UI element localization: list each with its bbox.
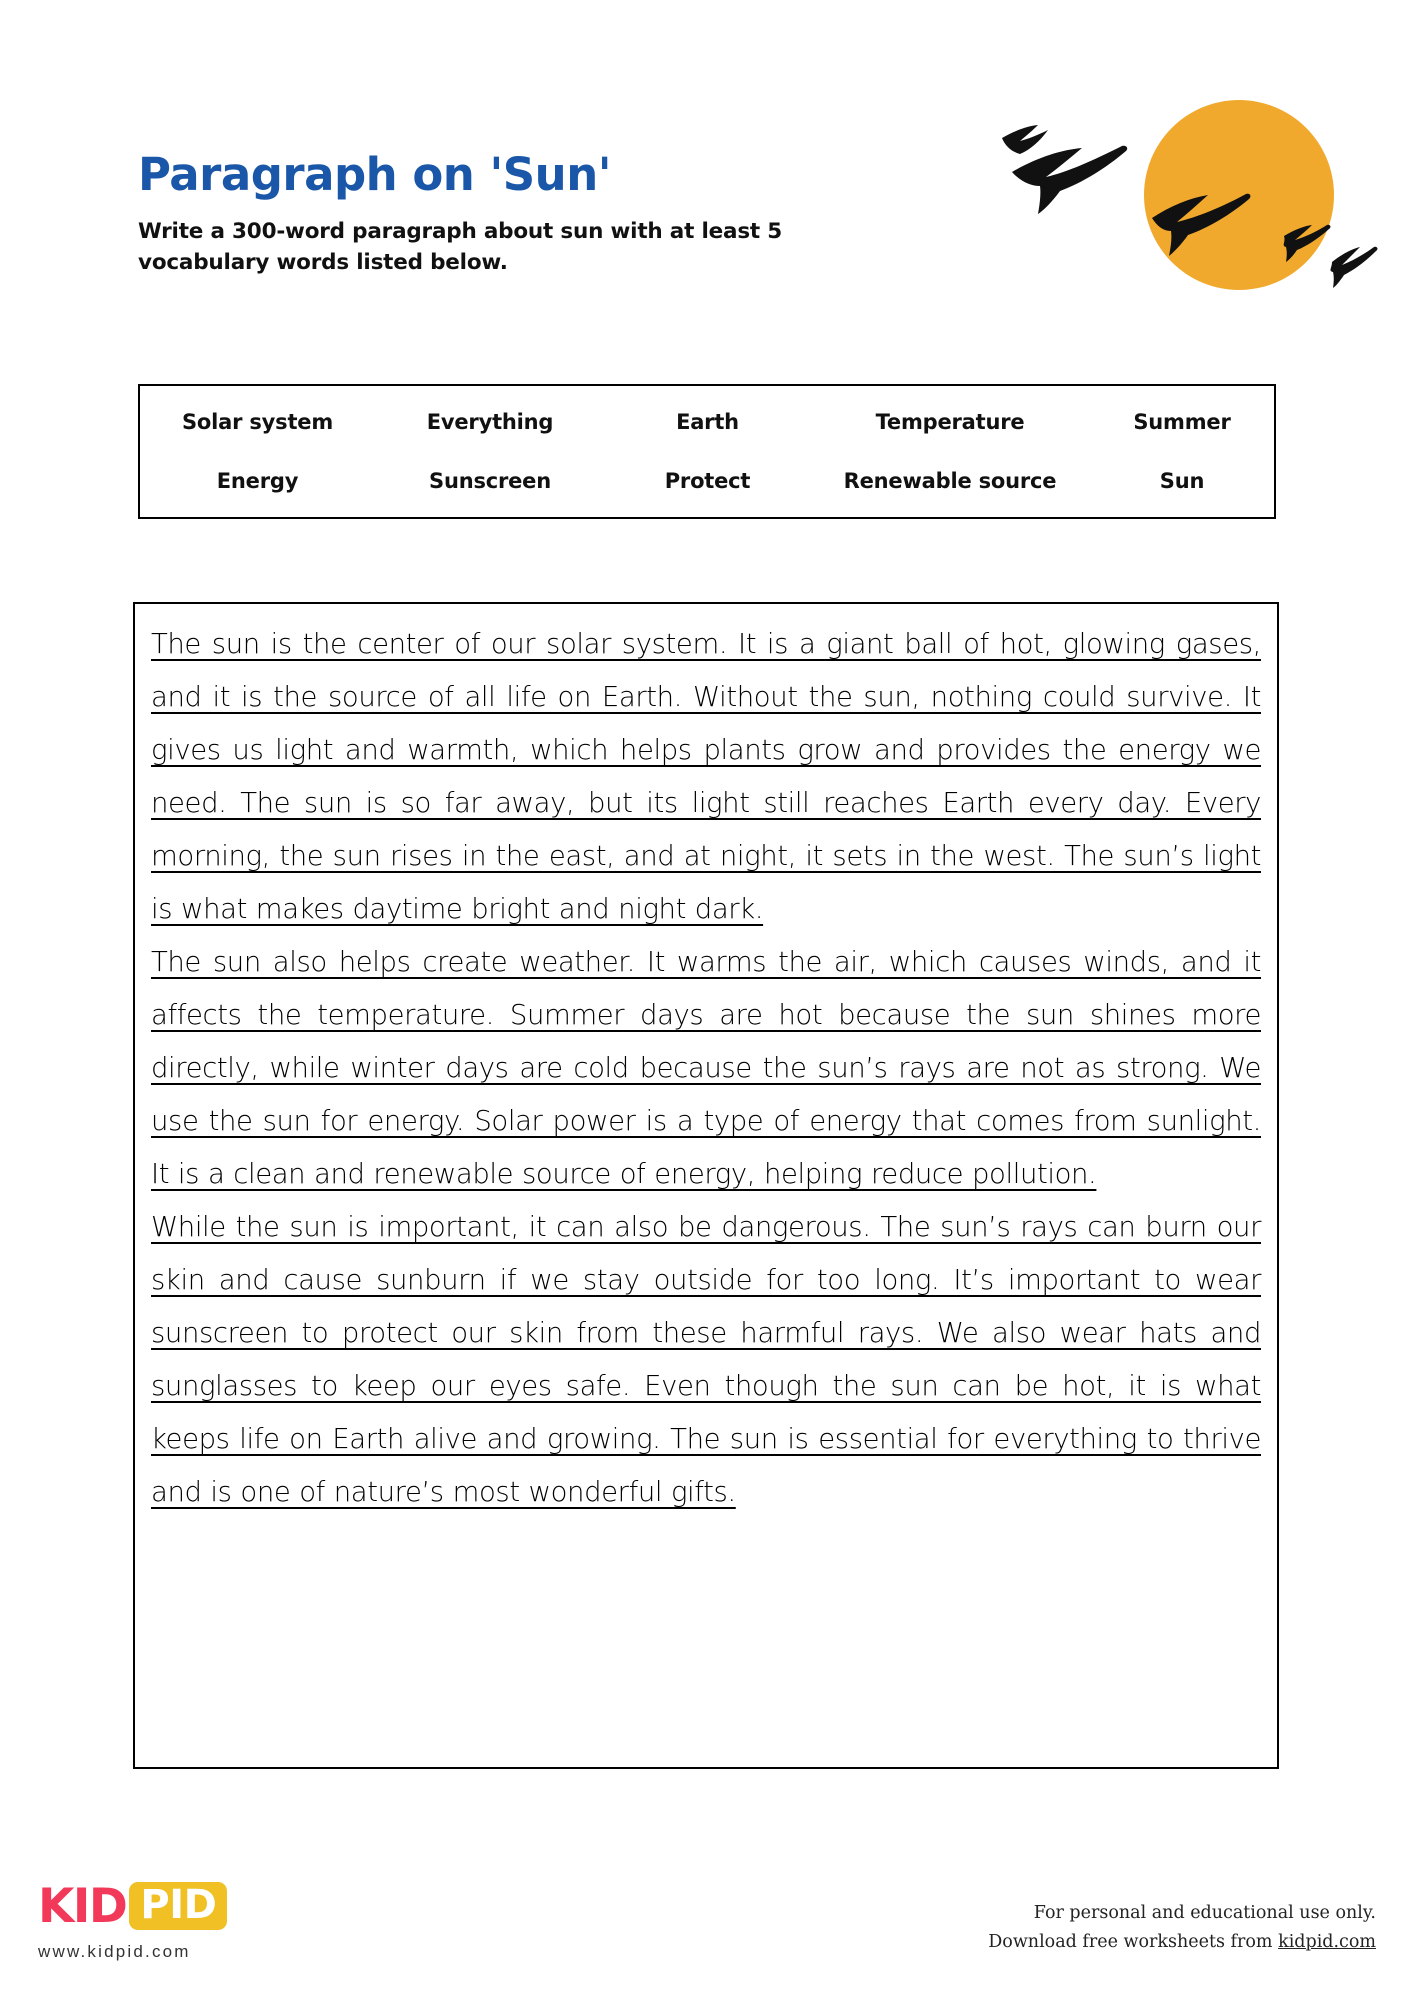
bird-icon: [1330, 247, 1377, 288]
logo-pid-badge: [129, 1882, 227, 1930]
page-title: Paragraph on 'Sun': [138, 148, 612, 201]
sun-and-birds-illustration: [994, 90, 1414, 330]
page-instructions: Write a 300-word paragraph about sun with at least 5 vocabulary words listed below.: [138, 218, 783, 275]
vocabulary-word: Sun: [1159, 469, 1205, 494]
logo-pid-text: PID: [140, 1882, 217, 1928]
footer-note-prefix: Download free worksheets from: [988, 1932, 1279, 1953]
answer-paragraph: The sun also helps create weather. It warms the air, which causes winds, and it affects the temperature. Summer days are hot because the sun shines more directly, while winter days are cold because the sun’s rays are not as strong. We use the sun for energy. Solar power is a type of energy that comes from sunlight. It is a clean and renewable source of energy, helping reduce pollution.: [151, 946, 1261, 1190]
logo-url-text[interactable]: www.kidpid.com: [38, 1942, 191, 1961]
kidpid-logo[interactable]: [38, 1878, 368, 1962]
bird-icon: [1002, 125, 1048, 154]
vocabulary-word: Earth: [676, 409, 739, 434]
bird-icon: [1284, 225, 1331, 262]
sun-icon: [1144, 100, 1334, 290]
vocabulary-row: [140, 392, 1274, 452]
vocabulary-word: Sunscreen: [429, 469, 551, 494]
vocabulary-word: Summer: [1133, 409, 1231, 434]
logo-kid-text: KID: [38, 1878, 127, 1934]
footer-note: [988, 1899, 1376, 1959]
bird-icon: [1012, 146, 1127, 214]
answer-box[interactable]: [133, 602, 1279, 1769]
vocabulary-word: Renewable source: [843, 469, 1057, 494]
bird-icon: [1152, 194, 1250, 256]
vocabulary-word: Everything: [426, 409, 554, 434]
vocabulary-row: [140, 452, 1274, 512]
vocabulary-word: Solar system: [181, 409, 334, 434]
logo-mark: [38, 1878, 368, 1934]
answer-paragraph: The sun is the center of our solar system. It is a giant ball of hot, glowing gases, and it is the source of all life on Earth. Without the sun, nothing could survive. It gives us light and warmth, which helps plants grow and provides the energy we need. The sun is so far away, but its light still reaches Earth every day. Every morning, the sun rises in the east, and at night, it sets in the west. The sun’s light is what makes daytime bright and night dark.: [151, 628, 1261, 925]
vocabulary-word: Energy: [216, 469, 299, 494]
vocabulary-word: Protect: [664, 469, 751, 494]
footer-note-line-1: For personal and educational use only.: [1033, 1902, 1376, 1923]
answer-paragraph: While the sun is important, it can also be dangerous. The sun’s rays can burn our skin and cause sunburn if we stay outside for too long. It’s important to wear sunscreen to protect our skin from these harmful rays. We also wear hats and sunglasses to keep our eyes safe. Even though the sun can be hot, it is what keeps life on Earth alive and growing. The sun is essential for everything to thrive and is one of nature’s most wonderful gifts.: [151, 1211, 1261, 1508]
worksheet-header: [138, 150, 958, 278]
vocabulary-box: [138, 384, 1276, 519]
footer-note-line-2: [988, 1928, 1376, 1958]
vocabulary-word: Temperature: [875, 409, 1025, 434]
kidpid-link[interactable]: kidpid.com: [1278, 1932, 1376, 1953]
